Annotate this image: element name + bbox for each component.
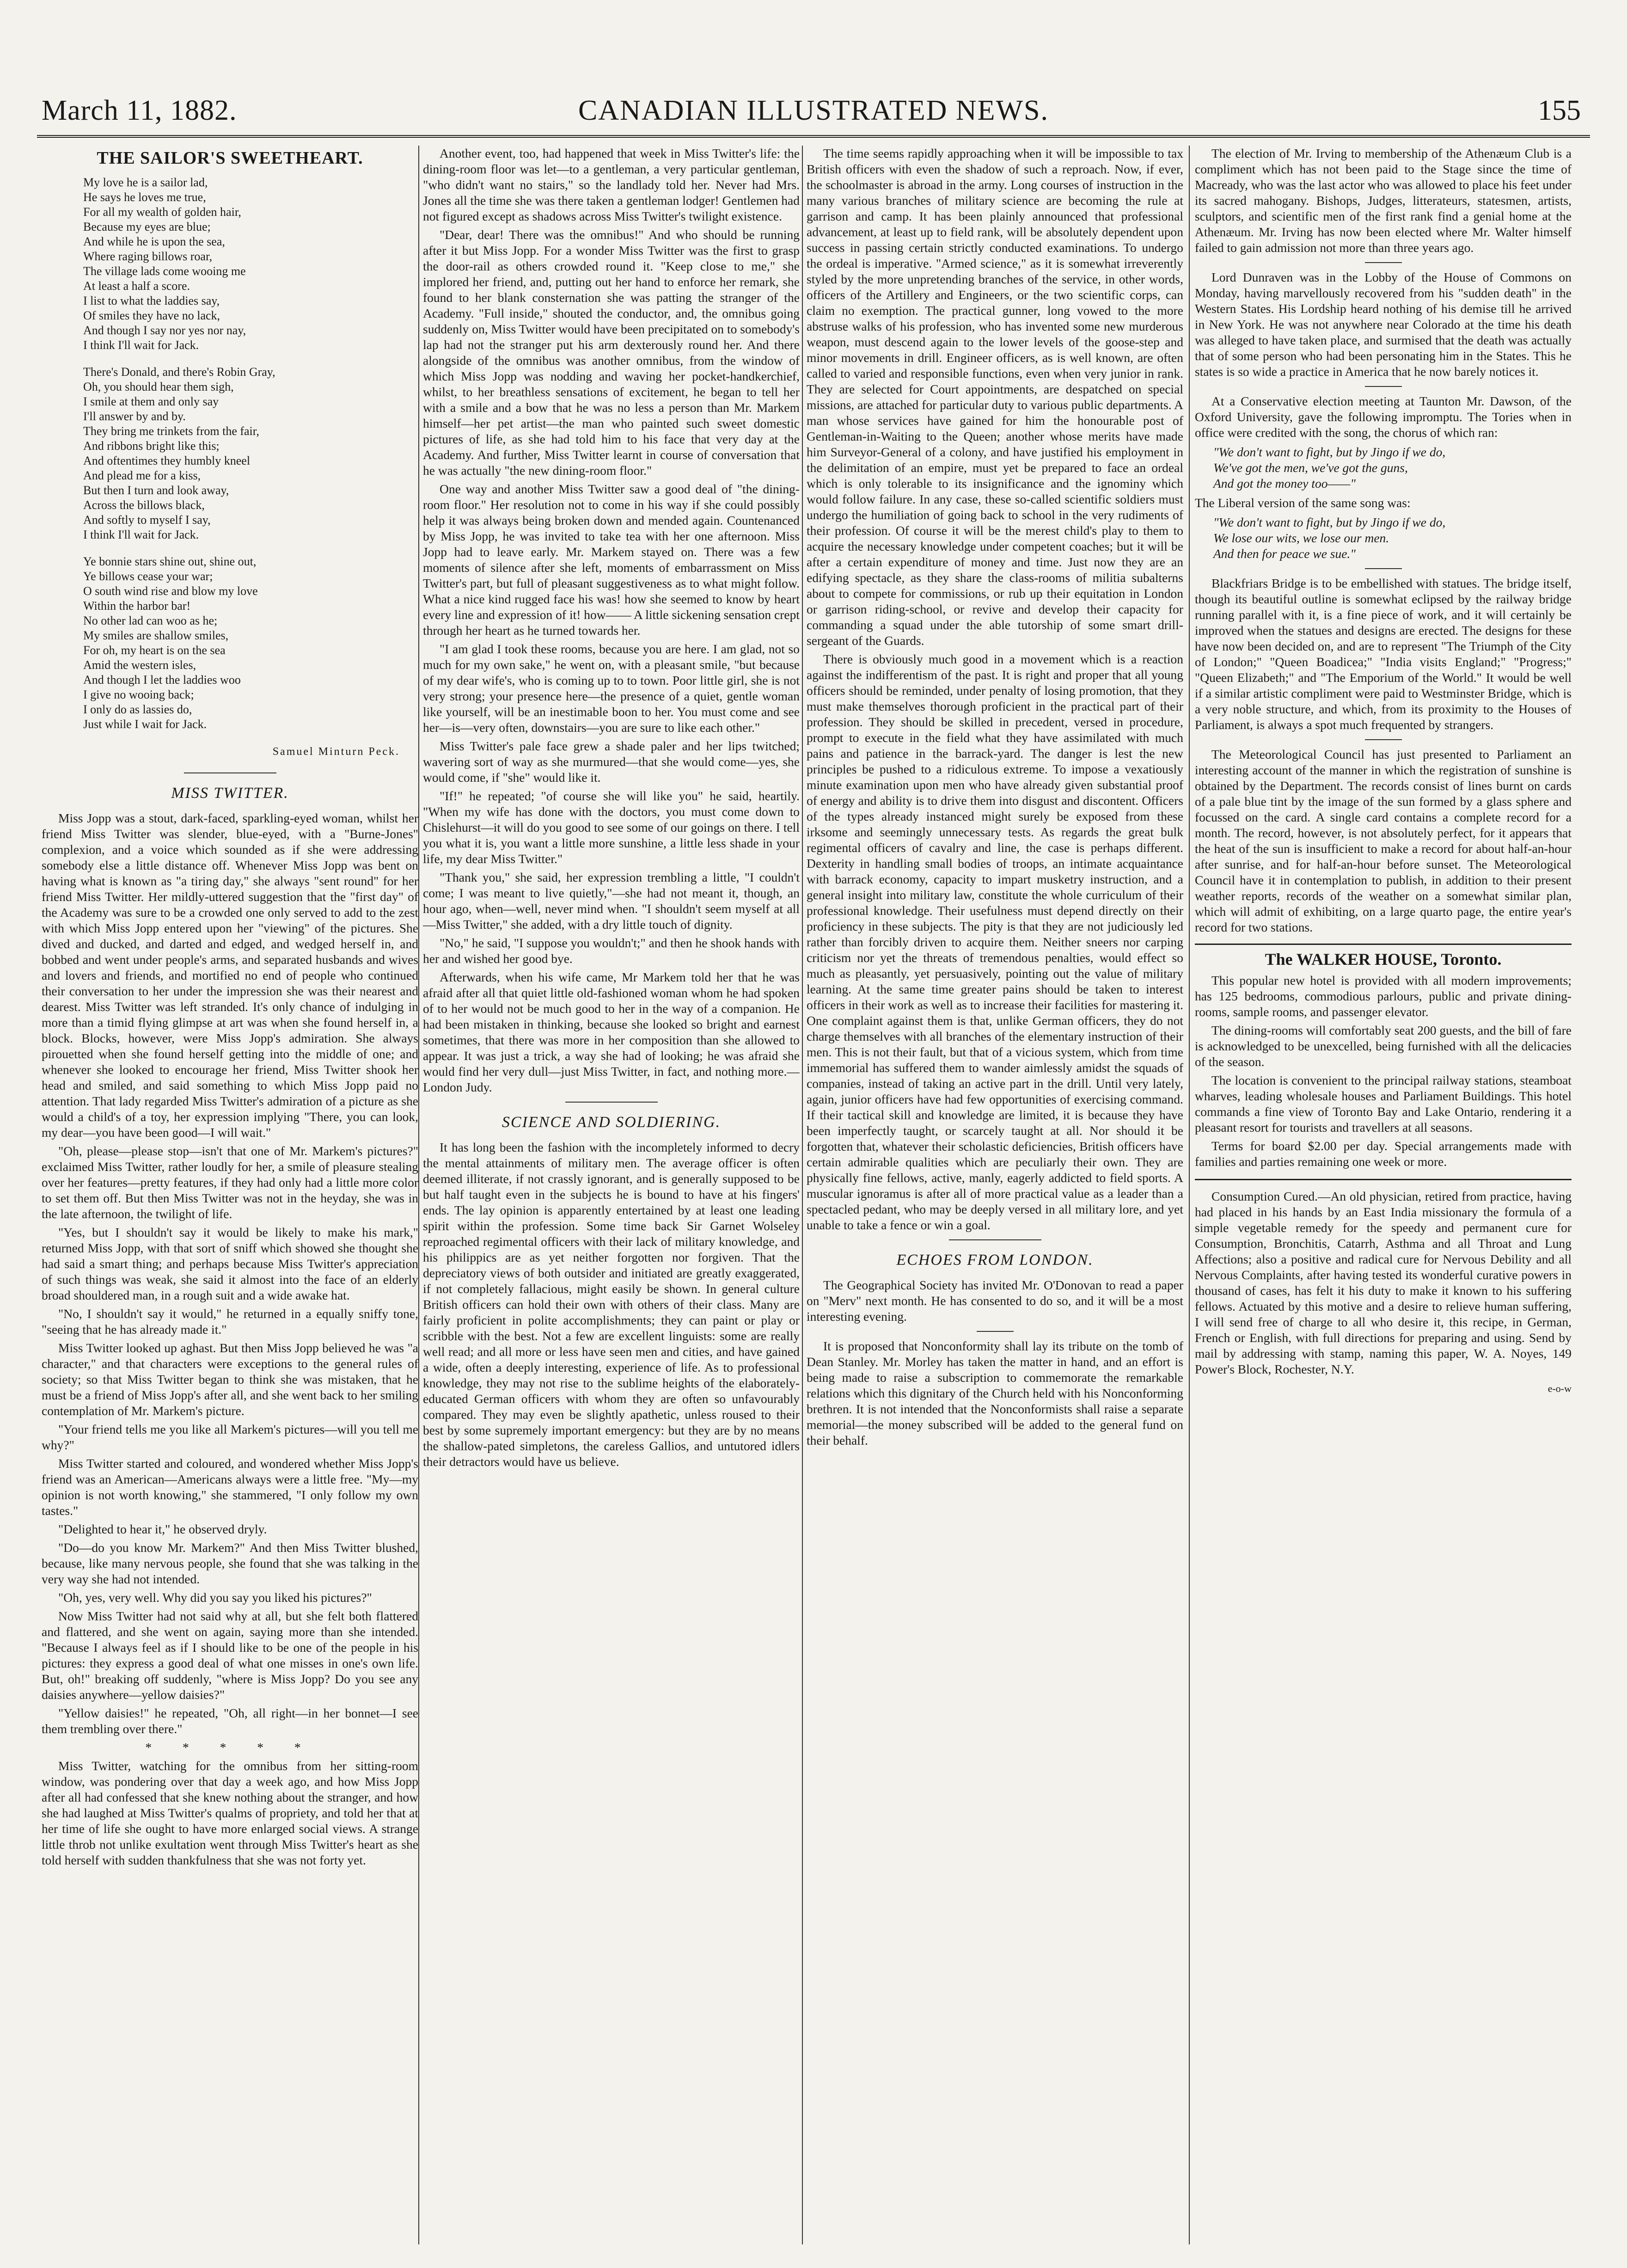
item-rule: [1365, 568, 1402, 569]
poem-line: O south wind rise and blow my love: [83, 584, 258, 598]
story-paragraph: Now Miss Twitter had not said why at all, but she felt both flattered and flattered, and she went on again, saying more than she intended. "Because I always feel as if I should like to be one of the people in his pictures: they express a good deal of what one misses in one's own life. But, oh!" breaking off suddenly, "where is Miss Jopp? Do you see any daisies anywhere—yellow daisies?": [42, 1609, 418, 1702]
poem-line: My smiles are shallow smiles,: [83, 629, 229, 642]
story-paragraph: "Oh, please—please stop—isn't that one of Mr. Markem's pictures?" exclaimed Miss Twitter, rather loudly for her, a smile of pleasure stealing over her features—pretty features, if they had only had a little more color to set them off. But then Miss Twitter was not in the heyday, she was in the late afternoon, the twilight of life.: [42, 1144, 418, 1221]
verse-line: We've got the men, we've got the guns,: [1213, 460, 1408, 475]
verse-line: We lose our wits, we lose our men.: [1213, 531, 1389, 545]
story-paragraph: Miss Twitter's pale face grew a shade paler and her lips twitched; wavering sort of way as she murmured—that she would come—yes, she would come, if "she" would like it.: [423, 739, 800, 785]
verse-line: "We don't want to fight, but by Jingo if we do,: [1213, 445, 1446, 459]
poem-line: I list to what the laddies say,: [83, 294, 220, 307]
poem-stanza: [83, 554, 418, 732]
item-rule: [1365, 262, 1402, 263]
echo-item: Lord Dunraven was in the Lobby of the House of Commons on Monday, having marvellously recovered from his "sudden death" in the Western States. His Lordship heard nothing of his demise till he arrived in New York. He was not anywhere near Colorado at the time his death was alleged to have taken place, and surmised that the death was actually that of some person who had been personating him in the States. This he states is so wide a practice in America that he now barely notices it.: [1195, 270, 1572, 379]
poem-author: Samuel Minturn Peck.: [272, 746, 400, 758]
column-3: [807, 146, 1183, 2244]
story-paragraph: "If!" he repeated; "of course she will like you" he said, heartily. "When my wife has done with the doctors, you must come down to Chislehurst—it will do you good to see some of our goings on there. I tell you what it is, you want a little more sunshine, a little less shade in your life, my dear Miss Twitter.": [423, 789, 800, 866]
echo-item: Blackfriars Bridge is to be embellished with statues. The bridge itself, though its beautiful outline is somewhat eclipsed by the railway bridge running parallel with it, is a fine piece of work, and it will certainly be improved when the statues and designs are erected. The designs for these have now been decided on, and are to represent "The Triumph of the City of London;" "Queen Boadicea;" "India visits England;" "Progress;" "Queen Elizabeth;" and "The Emporium of the World." It would be well if a similar artistic compliment were paid to Westminster Bridge, which is a very noble structure, and which, from its proximity to the Houses of Parliament, is always a spot much frequented by strangers.: [1195, 576, 1572, 732]
poem-line: Of smiles they have no lack,: [83, 309, 220, 322]
poem-stanza: [83, 365, 418, 542]
story-paragraph: "Yellow daisies!" he repeated, "Oh, all right—in her bonnet—I see them trembling over there.": [42, 1706, 418, 1736]
story-paragraph: "Delighted to hear it," he observed dryly.: [58, 1522, 267, 1536]
article-heading: SCIENCE AND SOLDIERING.: [502, 1114, 721, 1131]
story-heading: MISS TWITTER.: [171, 785, 289, 802]
article-paragraph: It has long been the fashion with the incompletely informed to decry the mental attainments of military men. The average officer is often deemed illiterate, if not crassly ignorant, and is generally supposed to be but half taught even in the subjects he is bound to have at his fingers' ends. The lay opinion is apparently entertained by at least one leading spirit within the profession. Some time back Sir Garnet Wolseley reproached regimental officers with their lack of military knowledge, and his philippics are as yet neither forgotten nor forgiven. That the depreciatory views of both outsider and initiated are greatly exaggerated, if not completely fallacious, might easily be shown. In general culture British officers can hold their own with others of their class. Many are fairly proficient in polite accomplishments; they can paint or play or scribble with the best. Not a few are excellent linguists: some are really well read; and all more or less have seen men and cities, and have gained a wide, often a deeply interesting, experience of life. As to professional knowledge, they may not rise to the sublime heights of the elaborately-educated German officers with whom they are often so unfavourably compared. They may even be slightly apathetic, unless roused to their best by some supremely important emergency: but they are by no means the shallow-pated simpletons, the careless Gallios, and untutored idlers their detractors would have us believe.: [423, 1140, 800, 1469]
poem-line: The village lads come wooing me: [83, 264, 246, 278]
poem-line: Ye billows cease your war;: [83, 570, 213, 583]
echoes-heading: ECHOES FROM LONDON.: [896, 1251, 1094, 1269]
poem-line: And oftentimes they humbly kneel: [83, 454, 251, 467]
echo-item: At a Conservative election meeting at Taunton Mr. Dawson, of the Oxford University, gave the following impromptu. The Tories when in office were credited with the song, the chorus of which ran:: [1195, 394, 1572, 440]
advertisement-paragraph: Terms for board $2.00 per day. Special arrangements made with families and parties remaining one week or more.: [1195, 1139, 1572, 1169]
poem-line: At least a half a score.: [83, 279, 190, 293]
poem-line: Within the harbor bar!: [83, 599, 191, 613]
poem-line: For oh, my heart is on the sea: [83, 644, 226, 657]
poem-line: There's Donald, and there's Robin Gray,: [83, 365, 275, 379]
column-1: [42, 146, 418, 2244]
advertisement-code: e-o-w: [1547, 1383, 1572, 1394]
poem-line: Just while I wait for Jack.: [83, 717, 207, 731]
advertisement-paragraph: This popular new hotel is provided with all modern improvements; has 125 bedrooms, commodious parlours, public and private dining-rooms, sample rooms, and passenger elevator.: [1195, 973, 1572, 1019]
story-paragraph: "Oh, yes, very well. Why did you say you liked his pictures?": [58, 1590, 372, 1605]
column-2: [423, 146, 800, 2244]
poem-line: And though I say nor yes nor nay,: [83, 324, 246, 337]
story-paragraph: "Yes, but I shouldn't say it would be likely to make his mark," returned Miss Jopp, with that sort of sniff which showed she thought she had said a smart thing; and perhaps because Miss Twitter's appreciation of such things was weak, she said it almost into the face of an elderly broad shouldered man, in a rough suit and a wide awake hat.: [42, 1225, 418, 1302]
poem-line: Ye bonnie stars shine out, shine out,: [83, 555, 257, 568]
poem-line: Across the billows black,: [83, 498, 205, 512]
item-rule: [1365, 386, 1402, 387]
verse-line: "We don't want to fight, but by Jingo if we do,: [1213, 515, 1446, 529]
song-verse: [1213, 444, 1572, 491]
poem-line: I think I'll wait for Jack.: [83, 338, 199, 352]
poem-line: I'll answer by and by.: [83, 410, 186, 423]
poem-line: Because my eyes are blue;: [83, 220, 211, 233]
poem-line: No other lad can woo as he;: [83, 614, 218, 627]
echo-line: The Liberal version of the same song was:: [1195, 496, 1411, 510]
story-paragraph: "Your friend tells me you like all Markem's pictures—will you tell me why?": [42, 1422, 418, 1452]
story-paragraph: Miss Jopp was a stout, dark-faced, sparkling-eyed woman, whilst her friend Miss Twitter was slender, blue-eyed, with a "Burne-Jones" complexion, and a voice which sounded as if she were addressing somebody else a little distance off. Whenever Miss Jopp was bent on having what is known as "a tiring day," she always "sent round" for her friend Miss Twitter. Her mildly-uttered suggestion that the "first day" of the Academy was sure to be a crowded one only served to add to the zest with which Miss Jopp entered upon her "viewing" of the pictures. She dived and ducked, and darted and edged, and wedged herself in, and bobbed and went under people's arms, and separated husbands and wives and lovers and friends, and mortified no end of people who continued their conversation to her under the impression she was their nearest and dearest. Miss Twitter was left stranded. It's only chance of indulging in more than a timid flying glimpse at art was when she found herself in, a block. Blocks, however, were Miss Jopp's admiration. She always pirouetted when she found herself getting into the middle of one; and whenever she looked to encourage her friend, Miss Twitter shook her head and smiled, and said something to which Miss Jopp paid no attention. That lady regarded Miss Twitter's admiration of a picture as she would a child's of a toy, her expression implying "There, you can look, my dear—you have been good—I will wait.": [42, 811, 418, 1140]
column-divider: [802, 146, 803, 2244]
poem-line: He says he loves me true,: [83, 190, 206, 204]
poem-line: Oh, you should hear them sigh,: [83, 380, 234, 393]
story-paragraph: Another event, too, had happened that week in Miss Twitter's life: the dining-room floor was let—to a gentleman, a very particular gentleman, "who didn't want no stairs," so the landlady told her. Never had Mrs. Jones all the time she was there taken a gentleman lodger! Gentlemen had not figured except as shadows across Miss Twitter's twilight existence.: [423, 146, 800, 223]
section-break: * * * * *: [145, 1740, 315, 1754]
story-paragraph: "No, I shouldn't say it would," he returned in a equally sniffy tone, "seeing that he has already made it.": [42, 1306, 418, 1336]
poem-line: My love he is a sailor lad,: [83, 176, 208, 189]
poem-line: I give no wooing back;: [83, 688, 194, 701]
story-paragraph: "Thank you," she said, her expression trembling a little, "I couldn't come; I was meant to live quietly,"—she had not meant it, though, an hour ago, when—well, never mind when. "I shouldn't seem myself at all—Miss Twitter," she added, with a dry little touch of dignity.: [423, 870, 800, 932]
story-paragraph: One way and another Miss Twitter saw a good deal of "the dining-room floor." Her resolution not to come in his way if she could possibly help it was always being broken down and mended again. Countenanced by Miss Jopp, he was invited to take tea with her one afternoon. Miss Jopp had to leave early. Mr. Markem stayed on. There was a few moments of silence after she left, moments of embarrassment on Miss Twitter's part, but full of pleasant suggestiveness as to what might follow. What a nice kind rugged face his was! how she seemed to know by heart every line and expression of it! how—— A little sickening sensation crept through her heart as he turned towards her.: [423, 482, 800, 637]
section-rule: [949, 1239, 1041, 1240]
poem-line: And ribbons bright like this;: [83, 439, 220, 453]
advertisement-paragraph: The dining-rooms will comfortably seat 200 guests, and the bill of fare is acknowledged to be unexcelled, being furnished with all the delicacies of the season.: [1195, 1023, 1572, 1069]
echo-item: The Geographical Society has invited Mr. O'Donovan to read a paper on "Merv" next month. He has consented to do so, and it will be a most interesting evening.: [807, 1278, 1183, 1324]
echo-item: The election of Mr. Irving to membership of the Athenæum Club is a compliment which has not been paid to the Stage since the time of Macready, who was the last actor who was allowed to place his feet under its sacred mahogany. Bishops, Judges, litterateurs, statesmen, artists, sculptors, and scientific men of the first rank find a genial home at the Athenæum. Mr. Irving has now been elected where Mr. Walter himself failed to gain admission not more than three years ago.: [1195, 146, 1572, 255]
poem-line: But then I turn and look away,: [83, 484, 229, 497]
echo-item: It is proposed that Nonconformity shall lay its tribute on the tomb of Dean Stanley. Mr. Morley has taken the matter in hand, and an effort is being made to raise a subscription to commemorate the remarkable relations which this dignitary of the Church held with his Nonconforming brethren. It is not intended that the Nonconformists shall raise a separate memorial—the money subscribed will be added to the general fund on their behalf.: [807, 1339, 1183, 1447]
article-paragraph: The time seems rapidly approaching when it will be impossible to tax British officers with even the shadow of such a reproach. Now, if ever, the schoolmaster is abroad in the army. Long courses of instruction in the many various branches of military science are becoming the rule at garrison and camp. It has been plainly announced that professional advancement, at least up to field rank, will be absolutely dependent upon success in passing certain strictly conducted examinations. To undergo the ordeal is imperative. "Armed science," as it is somewhat irreverently styled by the more unpretending branches of the service, in other words, officers of the Artillery and Engineers, or the two scientific corps, can claim no exemption. The practical gunner, long vowed to the more abstruse walks of his profession, who has invented some new murderous weapon, must descend again to the lower levels of the goose-step and minor movements in drill. Engineer officers, as is well known, are often called to varied and responsible functions, even when very junior in rank. They are selected for Court appointments, are despatched on special missions, are attached for particular duty to various public departments. A man whose services have gained for him the honourable post of Gentleman-in-Waiting to the Queen; another whose merits have made him Surveyor-General of a colony, and have justified his employment in the delimitation of an empire, must yet be prepared to face an ordeal which is only tolerable to its insignificance and the ignominy which would follow failure. In any case, these so-called scientific soldiers must undergo the humiliation of going back to school in the very rudiments of their profession. Of course it will be the merest child's play to them to acquire the necessary knowledge under competent coaches; but it will be after a certain expenditure of money and time. Just now they are an edifying spectacle, as they share the class-rooms of militia subalterns about to compete for commissions, or rub up their equitation in London or garrison riding-school, or revive and develop their capacity for commanding a squad under the able tutorship of some smart drill-sergeant of the Guards.: [807, 146, 1183, 648]
consumption-advertisement: Consumption Cured.—An old physician, retired from practice, having had placed in his hands by an East India missionary the formula of a simple vegetable remedy for the speedy and permanent cure for Consumption, Bronchitis, Catarrh, Asthma and all Throat and Lung Affections; also a positive and radical cure for Nervous Debility and all Nervous Complaints, after having tested its wonderful curative powers in thousand of cases, has felt it his duty to make it known to his suffering fellows. Actuated by this motive and a desire to relieve human suffering, I will send free of charge to all who desire it, this recipe, in German, French or English, with full directions for preparing and using. Send by mail by addressing with stamp, naming this paper, W. A. Noyes, 149 Power's Block, Rochester, N.Y.: [1195, 1189, 1572, 1376]
advertisement-paragraph: The location is convenient to the principal railway stations, steamboat wharves, leading wholesale houses and Parliament Buildings. This hotel commands a fine view of Toronto Bay and Lake Ontario, rendering it a pleasant resort for tourists and travellers at all seasons.: [1195, 1073, 1572, 1134]
poem-line: I think I'll wait for Jack.: [83, 528, 199, 541]
masthead: [37, 88, 1590, 139]
item-rule: [977, 1331, 1014, 1332]
poem-line: They bring me trinkets from the fair,: [83, 424, 259, 438]
poem-line: Amid the western isles,: [83, 658, 196, 672]
column-divider: [418, 146, 419, 2244]
advertisement-title: The WALKER HOUSE, Toronto.: [1265, 950, 1502, 968]
poem-line: Where raging billows roar,: [83, 250, 213, 263]
song-verse: [1213, 515, 1572, 562]
poem-line: And plead me for a kiss,: [83, 469, 201, 482]
masthead-rule: [37, 135, 1590, 138]
story-paragraph: "No," he said, "I suppose you wouldn't;" and then he shook hands with her and wished her good bye.: [423, 936, 800, 966]
poem-line: And while he is upon the sea,: [83, 235, 225, 248]
story-paragraph: Miss Twitter, watching for the omnibus from her sitting-room window, was pondering over that day a week ago, and how Miss Jopp after all had confessed that she knew nothing about the stranger, and how she had laughed at Miss Twitter's qualms of propriety, and told her that at her time of life she ought to have more enlarged social views. A strange little throb not unlike exultation went through Miss Twitter's heart as she told herself with sudden thankfulness that she was not forty yet.: [42, 1759, 418, 1867]
story-paragraph: Afterwards, when his wife came, Mr Markem told her that he was afraid after all that quiet little old-fashioned woman whom he had spoken of to her would not be much good to her in the way of a companion. He had been mistaken in thinking, because she looked so bright and earnest sometimes, that there was more in her composition than she allowed to appear. It was just a trick, a way she had of looking; he was afraid she would find her very dull—just Miss Twitter, in fact, and nothing more.—London Judy.: [423, 970, 800, 1094]
story-paragraph: Miss Twitter looked up aghast. But then Miss Jopp believed he was "a character," and that characters were exceptions to the general rules of society; so that Miss Twitter began to think she was mistaken, that he must be a friend of Miss Jopp's after all, and she went back to her smiling contemplation of Mr. Markem's picture.: [42, 1341, 418, 1418]
poem-line: I only do as lassies do,: [83, 703, 192, 716]
section-rule: [184, 772, 276, 773]
story-paragraph: Miss Twitter started and coloured, and wondered whether Miss Jopp's friend was an American—Americans always were a little free. "My—my opinion is not worth knowing," she stammered, "I only follow my own tastes.": [42, 1456, 418, 1518]
walker-house-advertisement: [1195, 944, 1572, 1180]
item-rule: [1365, 739, 1402, 740]
poem-line: I smile at them and only say: [83, 395, 219, 408]
section-rule: [565, 1102, 658, 1103]
verse-line: And then for peace we sue.": [1213, 546, 1356, 561]
column-4: [1195, 146, 1572, 2244]
poem-line: And softly to myself I say,: [83, 513, 211, 527]
poem-title: THE SAILOR'S SWEETHEART.: [97, 148, 363, 168]
issue-date: March 11, 1882.: [42, 95, 237, 126]
echo-item: The Meteorological Council has just presented to Parliament an interesting account of the manner in which the registration of sunshine is obtained by the Department. The records consist of lines burnt on cards of a pale blue tint by the image of the sun formed by a glass sphere and focussed on the card. A single card contains a complete record for a month. The record, however, is not absolutely perfect, for it appears that the heat of the sun is insufficient to make a record for about half-an-hour after sunrise, and for half-an-hour before sunset. The Meteorological Council have it in contemplation to publish, in addition to their present weather reports, records of the weather on a somewhat similar plan, which will admit of exhibiting, on a large quarto page, the entire year's record for two stations.: [1195, 747, 1572, 934]
poem-line: For all my wealth of golden hair,: [83, 205, 241, 219]
verse-line: And got the money too——": [1213, 476, 1356, 490]
column-divider: [1189, 146, 1190, 2244]
story-paragraph: "I am glad I took these rooms, because you are here. I am glad, not so much for my own sake," he went on, with a pleasant smile, "but because of my dear wife's, who is coming up to to town. Poor little girl, she is not very strong; your presence here—the presence of a quiet, gentle woman like yourself, will be an inestimable boon to her. You must come and see her—is—very often, downstairs—you are sure to like each other.": [423, 642, 800, 735]
poem-line: And though I let the laddies woo: [83, 673, 241, 687]
story-paragraph: "Dear, dear! There was the omnibus!" And who should be running after it but Miss Jopp. For a wonder Miss Twitter was the first to grasp the door-rail as others crowded round it. "Keep close to me," she implored her friend, and, putting out her hand to enforce her remark, she found to her blank consternation she was patting the stranger of the Academy. "Full inside," shouted the conductor, and, the omnibus going suddenly on, Miss Twitter would have been precipitated on to somebody's lap had not the stranger put his arm dexterously round her. And there alongside of the omnibus was another omnibus, from the window of which Miss Jopp was nodding and waving her pocket-handkerchief, whilst, to her breathless sensations of excitement, he began to tell her with a smile and a bow that he was no less a person than Mr. Markem himself—her pet artist—the man who painted such sweet domestic pictures of life, as she had told him to his face that very day at the Academy. And further, Miss Twitter learnt in course of conversation that he was actually "the new dining-room floor.": [423, 227, 800, 478]
poem-stanza: [83, 175, 418, 353]
page-number: 155: [1538, 95, 1581, 126]
article-paragraph: There is obviously much good in a movement which is a reaction against the indifferentism of the past. It is right and proper that all young officers should be reminded, under penalty of losing promotion, that they must make themselves thorough proficient in the practical part of their profession. They should be skilled in precedent, versed in procedure, prompt to execute in the field what they have assimilated with much pains and patience in the barrack-yard. The danger is lest the new principles be pushed to a ridiculous extreme. To impose a vexatiously minute examination upon men who have already given substantial proof of energy and ability is to drive them into disgust and discontent. Officers of the types already instanced might surely be exposed from these irksome and seemingly unnecessary tests. As regards the great bulk regimental officers of cavalry and line, the case is perhaps different. Dexterity in handling small bodies of troops, an intimate acquaintance with barrack economy, capacity to impart musketry instruction, and a general insight into military law, constitute the whole curriculum of their professional knowledge. Their usefulness must depend directly on their proficiency in these subjects. The pity is that they are not judiciously led rather than forcibly driven to acquire them. Neither sneers nor carping criticism nor yet the threats of tremendous penalties, would effect so much as pleasantly, yet persuasively, pointing out the value of military learning. At the same time greater pains should be taken to interest officers in their work as well as to increase their facilities for mastering it. One complaint against them is that, unlike German officers, they do not charge themselves with all branches of the elementary instruction of their men. This is not their fault, but that of a vicious system, which from time immemorial has suffered them to wander aimlessly amidst the squads of companies, instead of taking an active part in the drill. Until very lately, again, junior officers have had few opportunities of exercising command. If their tactical skill and knowledge are limited, it is because they have been imperfectly taught, or scarcely taught at all. Nor should it be forgotten that, whatever their scholastic deficiencies, British officers have certain admirable qualities which are peculiarly their own. They are physically fine fellows, active, manly, eagerly addicted to field sports. A muscular ignoramus is after all of more practical value as a leader than a spectacled pedant, who may be deeply versed in all military lore, and yet unable to take a fence or win a goal.: [807, 652, 1183, 1232]
story-paragraph: "Do—do you know Mr. Markem?" And then Miss Twitter blushed, because, like many nervous people, she found that she was talking in the very way she had not intended.: [42, 1540, 418, 1586]
newspaper-title: CANADIAN ILLUSTRATED NEWS.: [578, 95, 1049, 126]
